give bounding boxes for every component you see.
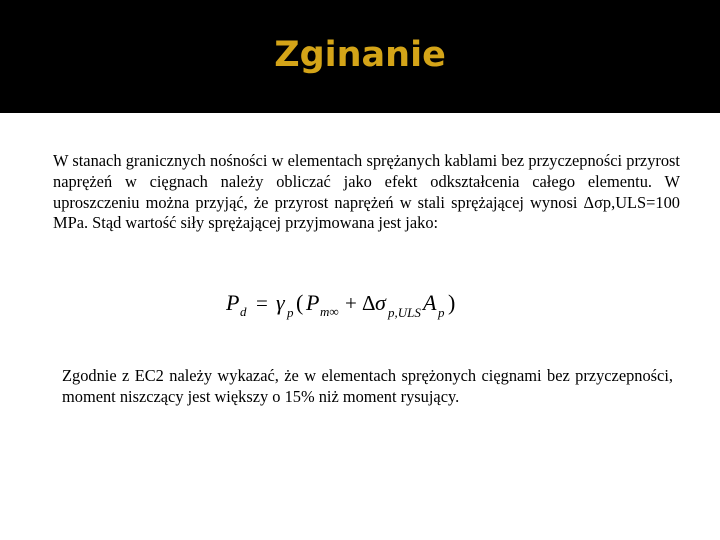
svg-text:(: ( bbox=[296, 290, 304, 315]
paragraph-intro: W stanach granicznych nośności w elementach sprężanych kablami bez przyczepności przyrost naprężeń w cięgnach należy obliczać jako efekt odkształcenia całego elementu. W uproszczeniu można przyjąć, że przyrost naprężeń w stali sprężającej wynosi Δσp,ULS=100 MPa. Stąd wartość siły sprężającej przyjmowana jest jako: bbox=[53, 151, 680, 233]
svg-text:P: P bbox=[226, 290, 240, 315]
svg-text:): ) bbox=[448, 290, 456, 315]
svg-text:m∞: m∞ bbox=[320, 304, 339, 319]
svg-text:p: p bbox=[438, 305, 445, 320]
paragraph-ec2-requirement: Zgodnie z EC2 należy wykazać, że w elementach sprężonych cięgnami bez przyczepności, moment niszczący jest większy o 15% niż moment rysujący. bbox=[62, 366, 673, 406]
svg-text:+: + bbox=[345, 291, 357, 315]
svg-text:σ: σ bbox=[375, 290, 386, 315]
svg-text:Δ: Δ bbox=[362, 291, 376, 315]
svg-text:=: = bbox=[256, 291, 268, 315]
svg-text:p: p bbox=[287, 305, 294, 320]
svg-text:γ: γ bbox=[276, 290, 285, 315]
svg-text:d: d bbox=[240, 304, 247, 319]
title-bar bbox=[0, 0, 720, 113]
prestress-force-formula bbox=[226, 286, 486, 326]
svg-text:P: P bbox=[306, 290, 320, 315]
slide-title: Zginanie bbox=[274, 35, 446, 75]
svg-text:A: A bbox=[423, 290, 437, 315]
svg-text:p,ULS: p,ULS bbox=[388, 305, 421, 320]
